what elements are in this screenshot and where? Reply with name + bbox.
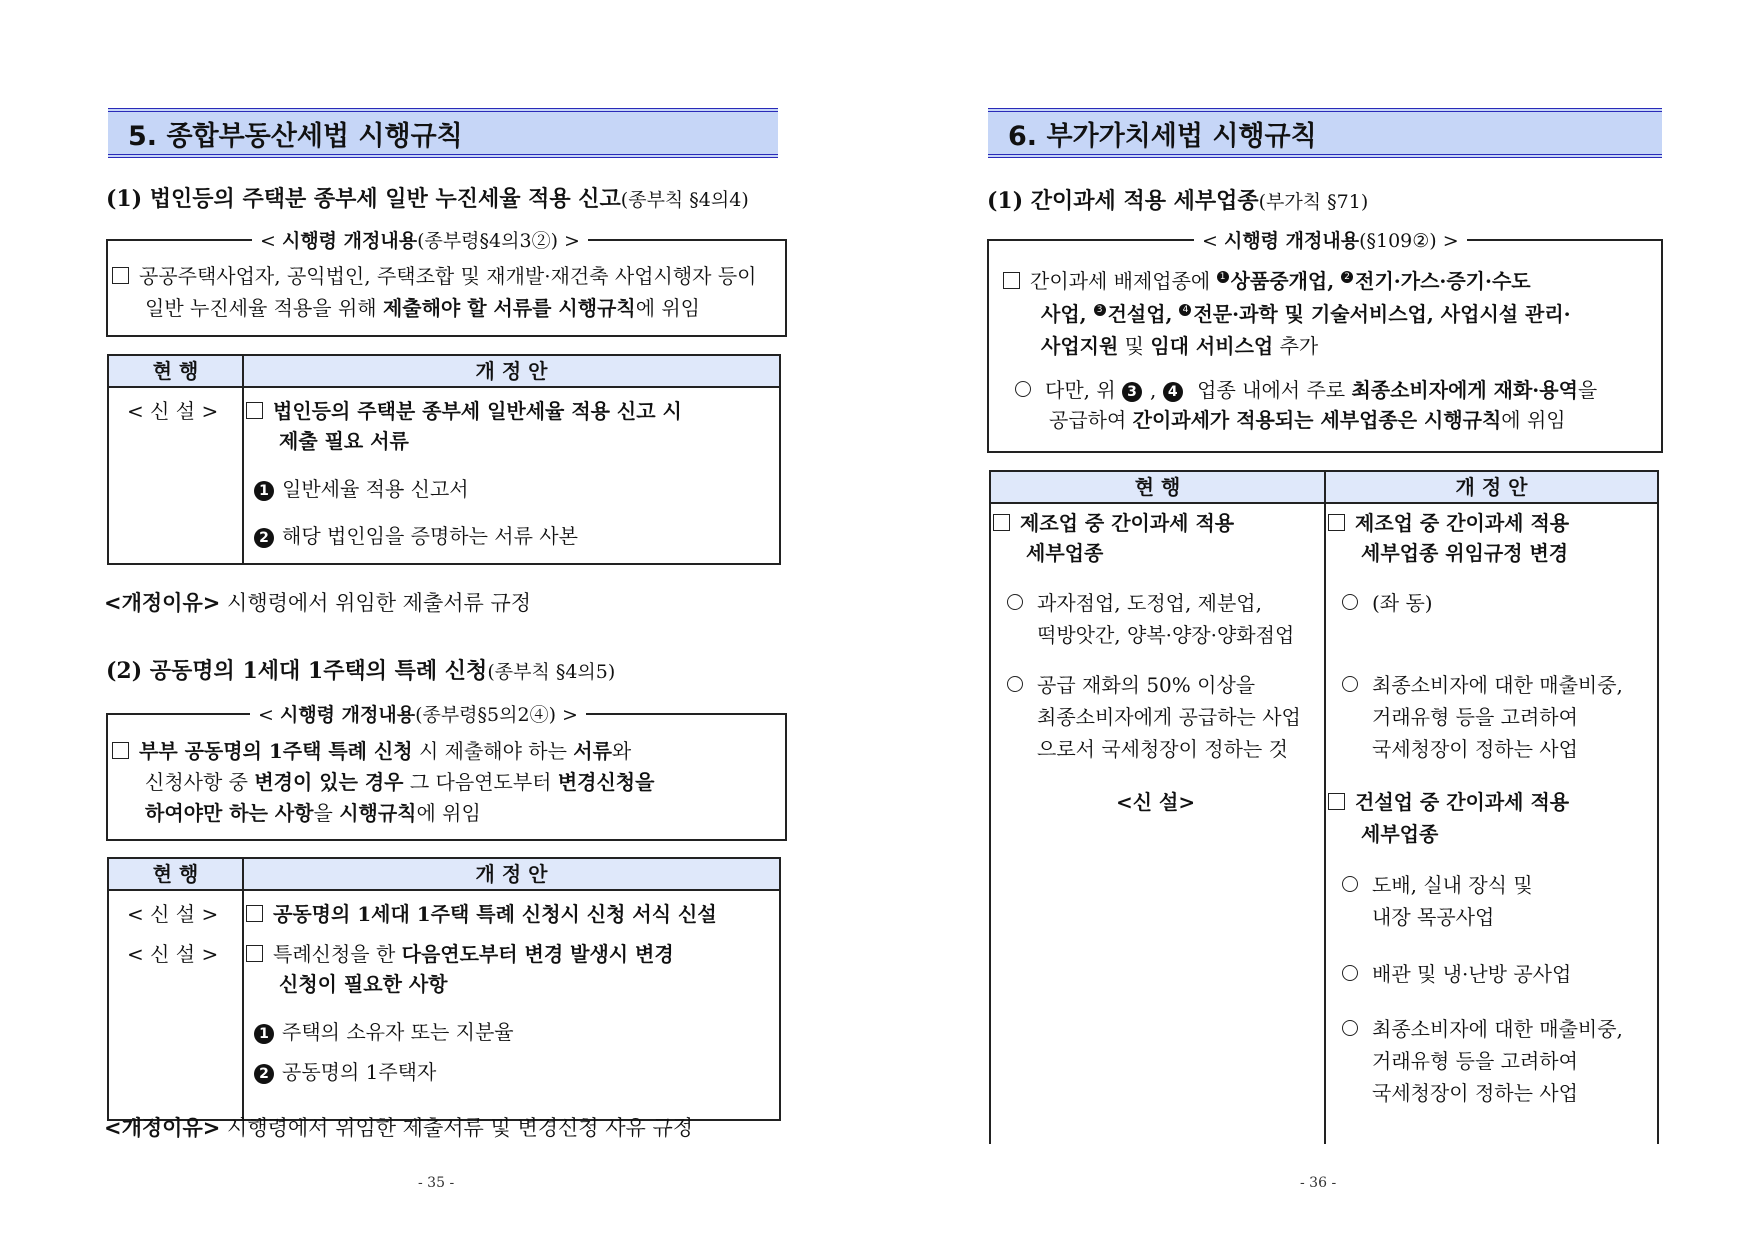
- decree-summary-box: [987, 230, 1663, 453]
- bullet-icon: [1342, 876, 1358, 892]
- proposed-line: 도배, 실내 장식 및: [1342, 870, 1533, 900]
- checkbox-icon: [1003, 272, 1020, 289]
- bullet-icon: [1342, 965, 1358, 981]
- new-label: < 신 설 >: [127, 902, 219, 926]
- current-line: 공급 재화의 50% 이상을: [1007, 670, 1255, 700]
- checkbox-icon: [1328, 793, 1345, 810]
- subsection-heading-1: (1) 간이과세 적용 세부업종(부가칙 §71): [987, 188, 1369, 214]
- number-2-icon: 2: [254, 1064, 274, 1084]
- number-3-icon: 3: [1094, 304, 1106, 316]
- section-header-5: [108, 108, 778, 158]
- bullet-icon: [1342, 676, 1358, 692]
- new-label: <신 설>: [1116, 790, 1196, 814]
- decree-summary-box-1: [106, 230, 787, 337]
- subsection-heading-1: (1) 법인등의 주택분 종부세 일반 누진세율 적용 신고(종부칙 §4의4): [106, 186, 749, 212]
- proposed-cell: [243, 890, 780, 1120]
- right-page: [877, 0, 1754, 1240]
- box-line: 공급하여 간이과세가 적용되는 세부업종은 시행규칙에 위임: [1049, 408, 1566, 432]
- list-item: 2 해당 법인임을 증명하는 서류 사본: [254, 521, 578, 551]
- section-title: 5. 종합부동산세법 시행규칙: [128, 121, 463, 152]
- proposed-line: 내장 목공사업: [1372, 905, 1495, 929]
- proposed-line: 세부업종: [1361, 822, 1439, 846]
- section-header-6: [988, 108, 1662, 158]
- th-current: 현 행: [990, 471, 1325, 503]
- current-line: 으로서 국세청장이 정하는 것: [1037, 737, 1288, 761]
- proposed-line: 국세청장이 정하는 사업: [1372, 737, 1578, 761]
- bullet-icon: [1007, 594, 1023, 610]
- new-label: < 신 설 >: [127, 942, 219, 966]
- number-3-icon: 3: [1122, 382, 1142, 402]
- current-line: 과자점업, 도정업, 제분업,: [1007, 588, 1262, 618]
- proposed-line: 국세청장이 정하는 사업: [1372, 1081, 1578, 1105]
- proposed-cell: [1325, 503, 1658, 1144]
- proposed-line: 건설업 중 간이과세 적용: [1328, 787, 1569, 817]
- th-proposed: 개 정 안: [243, 355, 780, 387]
- list-item: 1 일반세율 적용 신고서: [254, 474, 469, 504]
- proposed-line: 법인등의 주택분 종부세 일반세율 적용 신고 시: [246, 396, 682, 426]
- checkbox-icon: [112, 267, 129, 284]
- current-line: 제조업 중 간이과세 적용: [993, 508, 1234, 538]
- th-proposed: 개 정 안: [1325, 471, 1658, 503]
- box-line: 부부 공동명의 1주택 특례 신청 시 제출해야 하는 서류와: [112, 736, 631, 766]
- checkbox-icon: [993, 514, 1010, 531]
- proposed-line: 거래유형 등을 고려하여: [1372, 1049, 1578, 1073]
- revision-reason-1: <개정이유> 시행령에서 위임한 제출서류 규정: [104, 591, 532, 615]
- box-line: 다만, 위 3 , 4 업종 내에서 주로 최종소비자에게 재화·용역을: [1015, 375, 1597, 405]
- current-line: 떡방앗간, 양복·양장·양화점업: [1037, 623, 1295, 647]
- decree-summary-box-2: [106, 704, 787, 841]
- comparison-table-1: [107, 354, 781, 565]
- proposed-line: 세부업종 위임규정 변경: [1361, 541, 1569, 565]
- proposed-line: 제조업 중 간이과세 적용: [1328, 508, 1569, 538]
- th-current: 현 행: [108, 355, 243, 387]
- box-line: 하여야만 하는 사항을 시행규칙에 위임: [145, 801, 481, 825]
- box-title: < 시행령 개정내용(종부령§5의2④) >: [250, 700, 586, 727]
- number-4-icon: 4: [1179, 304, 1191, 316]
- comparison-table-2: [107, 857, 781, 1121]
- box-line: 일반 누진세율 적용을 위해 제출해야 할 서류를 시행규칙에 위임: [145, 296, 701, 320]
- proposed-line: 제출 필요 서류: [279, 429, 409, 453]
- current-cell: [108, 387, 243, 564]
- checkbox-icon: [112, 742, 129, 759]
- box-line: 사업지원 및 임대 서비스업 추가: [1041, 334, 1319, 358]
- current-line: 세부업종: [1026, 541, 1104, 565]
- list-item: 1 주택의 소유자 또는 지분율: [254, 1017, 514, 1047]
- box-line: 사업, 3 건설업, 4 전문·과학 및 기술서비스업, 사업시설 관리·: [1041, 302, 1571, 326]
- number-2-icon: 2: [1341, 271, 1353, 283]
- number-1-icon: 1: [254, 1024, 274, 1044]
- current-cell: [108, 890, 243, 1120]
- bullet-icon: [1342, 594, 1358, 610]
- bullet-icon: [1342, 1020, 1358, 1036]
- checkbox-icon: [246, 402, 263, 419]
- number-2-icon: 2: [254, 528, 274, 548]
- comparison-table: [989, 470, 1659, 1144]
- subsection-heading-2: (2) 공동명의 1세대 1주택의 특례 신청(종부칙 §4의5): [106, 658, 616, 684]
- current-cell: [990, 503, 1325, 1144]
- proposed-line: 특례신청을 한 다음연도부터 변경 발생시 변경: [246, 939, 674, 969]
- number-1-icon: 1: [254, 481, 274, 501]
- proposed-line: 최종소비자에 대한 매출비중,: [1342, 670, 1623, 700]
- new-label: < 신 설 >: [127, 399, 219, 423]
- page-number: - 35 -: [418, 1175, 455, 1191]
- checkbox-icon: [1328, 514, 1345, 531]
- list-item: 2 공동명의 1주택자: [254, 1057, 436, 1087]
- proposed-line: 최종소비자에 대한 매출비중,: [1342, 1014, 1623, 1044]
- box-line: 간이과세 배제업종에 1 상품중개업, 2 전기·가스·증기·수도: [1003, 266, 1531, 296]
- number-4-icon: 4: [1163, 382, 1183, 402]
- proposed-line: 공동명의 1세대 1주택 특례 신청시 신청 서식 신설: [246, 899, 717, 929]
- checkbox-icon: [246, 905, 263, 922]
- current-line: 최종소비자에게 공급하는 사업: [1037, 705, 1301, 729]
- proposed-line: (좌 동): [1342, 588, 1433, 618]
- proposed-line: 배관 및 냉·난방 공사업: [1342, 959, 1571, 989]
- box-line: 공공주택사업자, 공익법인, 주택조합 및 재개발·재건축 사업시행자 등이: [112, 261, 757, 291]
- th-current: 현 행: [108, 858, 243, 890]
- proposed-line: 거래유형 등을 고려하여: [1372, 705, 1578, 729]
- section-title: 6. 부가가치세법 시행규칙: [1008, 121, 1317, 152]
- th-proposed: 개 정 안: [243, 858, 780, 890]
- revision-reason-2: <개정이유> 시행령에서 위임한 제출서류 및 변경신청 사유 규정: [104, 1116, 694, 1140]
- bullet-icon: [1015, 381, 1031, 397]
- proposed-cell: [243, 387, 780, 564]
- box-title: < 시행령 개정내용(§109②) >: [1194, 226, 1467, 253]
- page-number: - 36 -: [1300, 1175, 1337, 1191]
- box-line: 신청사항 중 변경이 있는 경우 그 다음연도부터 변경신청을: [145, 770, 655, 794]
- checkbox-icon: [246, 945, 263, 962]
- box-title: < 시행령 개정내용(종부령§4의3②) >: [252, 226, 588, 253]
- number-1-icon: 1: [1217, 271, 1229, 283]
- proposed-line: 신청이 필요한 사항: [279, 972, 448, 996]
- bullet-icon: [1007, 676, 1023, 692]
